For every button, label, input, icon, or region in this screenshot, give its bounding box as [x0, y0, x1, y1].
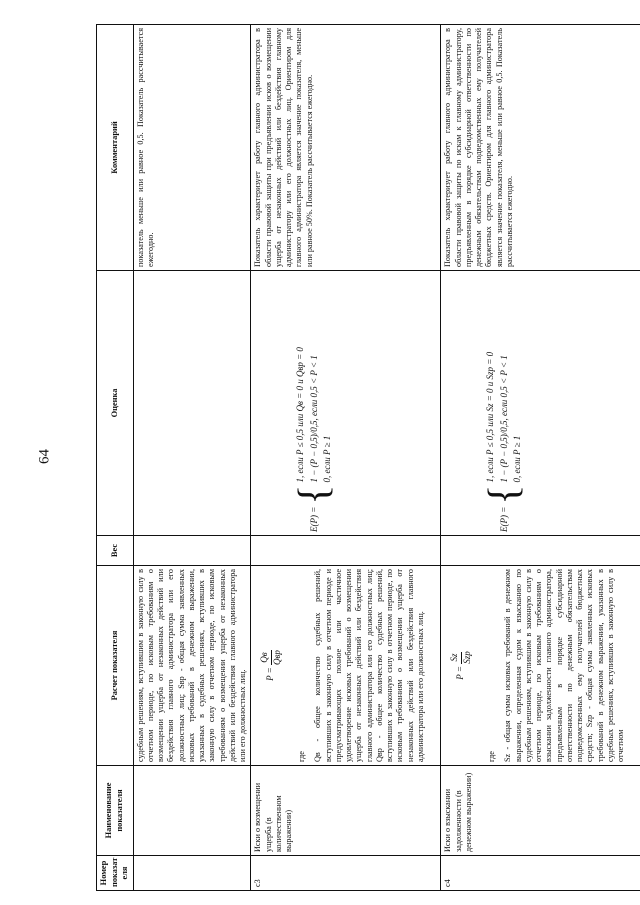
row1-rating-line3: 0, если P ≥ 1 — [321, 435, 332, 483]
header-comment: Комментарий — [97, 25, 134, 271]
row2-calc — [441, 566, 640, 766]
row2-rating — [441, 271, 640, 536]
indicators-table — [96, 24, 640, 891]
table-row — [133, 25, 251, 891]
row2-calc-text: Sz - общая сумма исковых требований в денежном выражении, определенная судом к взысканию по судебным решениям, вступившим в законную силу в отчетном периоде, по исковым требованиям о взыскании задолженности главного администратора, предъявленным в порядке субсидиарной ответственности по денежным обязательствам подведомственных ему получателей бюджетных средств; Szp - общая сумма заявленных исковых требований в денежном выражении, указанных в судебных решениях, вступивших в законную силу в отчетном — [503, 569, 625, 762]
row1-formula — [259, 569, 283, 762]
brace-icon: { — [481, 484, 528, 505]
row2-formula-num: Sz — [449, 652, 461, 664]
row2-rating-line1: 1, если P ≤ 0,5 или Sz = 0 и Szp = 0 — [485, 351, 496, 483]
table-header-row — [97, 25, 134, 891]
brace-icon: { — [291, 484, 338, 505]
row2-formula — [449, 569, 473, 762]
row2-gde: где — [486, 751, 496, 762]
row2-weight — [441, 536, 640, 566]
row2-formula-den: Szp — [461, 651, 472, 664]
header-calc: Расчет показателя — [97, 566, 134, 766]
header-weight: Вес — [97, 536, 134, 566]
row2-comment: Показатель характеризует работу главного администратора в области правовой защиты по искам к главному администратору, предъявленным в порядке субсидиарной ответственности по денежным обязательствам подведомственных ему получателей бюджетных средств. Ориентиром для главного администратора является значение показателя, меньше или равное 0,5. Показатель рассчитывается ежегодно. — [441, 25, 640, 271]
row0-name — [133, 766, 251, 856]
row2-name: Иски о взыскании задолженности (в денежном выражении) — [441, 766, 640, 856]
row1-comment: Показатель характеризует работу главного администратора в области правовой защиты при предъявлении исков о возмещении ущерба от незаконных действий или бездействия главному администратору или его должностных лиц. Ориентиром для главного администратора является значение показателя, меньше или равное 50%. Показатель рассчитывается ежегодно. — [251, 25, 441, 271]
row1-formula-den: Qвр — [271, 650, 282, 665]
row0-rating — [133, 271, 251, 536]
row2-num: c4 — [441, 856, 640, 891]
row2-rating-line2: 1 − (P − 0,5)/0,5, если 0,5 < P < 1 — [498, 355, 509, 483]
row1-rating-line1: 1, если P ≤ 0,5 или Qв = 0 и Qвр = 0 — [295, 347, 306, 483]
row2-rating-lhs: E(P) = — [498, 506, 509, 532]
row1-rating-line2: 1 − (P − 0,5)/0,5, если 0,5 < P < 1 — [308, 355, 319, 483]
row0-weight — [133, 536, 251, 566]
header-rating: Оценка — [97, 271, 134, 536]
row1-formula-num: Qв — [259, 650, 271, 664]
table-row — [441, 25, 640, 891]
row1-num: c3 — [251, 856, 441, 891]
row1-rating — [251, 271, 441, 536]
row1-gde: где — [296, 751, 306, 762]
header-num: Номер показат еля — [97, 856, 134, 891]
row1-name: Иски о возмещении ущерба (в количественном выражении) — [251, 766, 441, 856]
row2-formula-lhs: P = — [455, 666, 466, 680]
row0-calc: судебным решениям, вступившим в законную силу в отчетном периоде, по исковым требованиям о возмещении ущерба от незаконных действий или бездействия главного администратора или его должностных лиц; Sвр - общая сумма заявленных исковых требований в денежном выражении, указанных в судебных решениях, вступивших в законную силу в отчетном периоде, по исковым требованиям о возмещении ущерба от незаконных действий или бездействия главного администратора или его должностных лиц. — [133, 566, 251, 766]
row2-rating-line3: 0, если P ≥ 1 — [511, 435, 522, 483]
row0-comment: показатель меньше или равное 0,5. Показатель рассчитывается ежегодно. — [133, 25, 251, 271]
row1-calc-text: Qв - общее количество судебных решений, вступивших в законную силу в отчетном периоде и предусматривающих полное или частичное удовлетворение исковых требований о возмещении ущерба от незаконных действий или бездействия главного администратора или его должностных лиц; Qвр - общее количество судебных решений, вступивших в законную силу в отчетном периоде, по исковым требованиям о возмещении ущерба от незаконных действий или бездействия главного администратора или его должностных лиц. — [313, 569, 425, 762]
page-number: 64 — [36, 449, 53, 464]
header-name: Наименование показателя — [97, 766, 134, 856]
table-row — [251, 25, 441, 891]
row0-num — [133, 856, 251, 891]
row1-rating-lhs: E(P) = — [308, 506, 319, 532]
rotated-table-wrapper — [96, 25, 640, 891]
row1-weight — [251, 536, 441, 566]
row1-formula-lhs: P = — [265, 667, 276, 681]
row1-calc — [251, 566, 441, 766]
